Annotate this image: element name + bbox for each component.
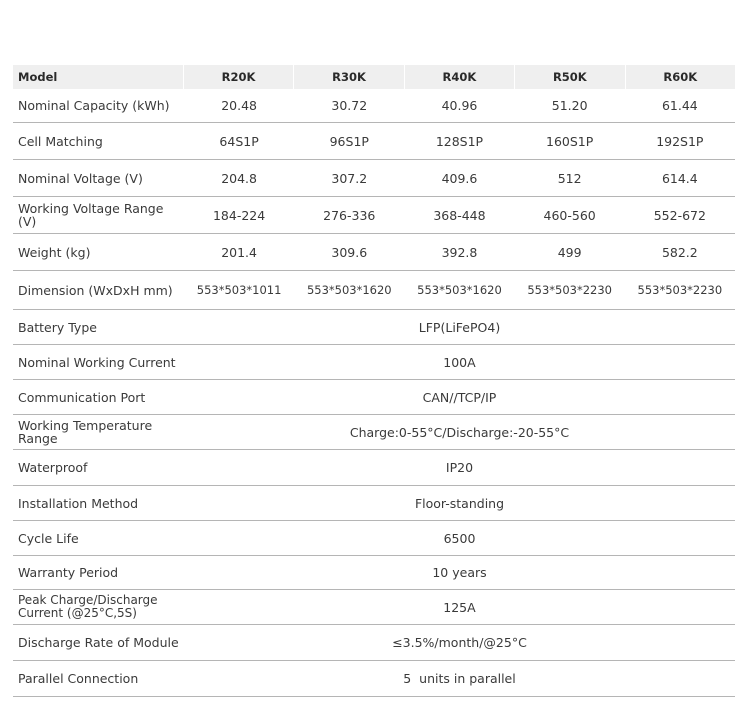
row-nominal-voltage [13, 160, 735, 197]
cell-value: 553*503*2230 [637, 283, 723, 297]
cell-value: 499 [557, 244, 582, 260]
row-nominal-working-current [13, 345, 735, 380]
cell-value: 61.44 [661, 98, 698, 113]
header-r20k: R20K [183, 65, 293, 89]
cell-value: 5 units in parallel [403, 671, 516, 686]
row-label-line2: Current (@25°C,5S) [18, 606, 137, 620]
row-cell-matching [13, 123, 735, 160]
cell-value: Floor-standing [414, 495, 505, 511]
cell-value: Charge:0-55°C/Discharge:-20-55°C [349, 424, 570, 440]
cell-value: 309.6 [331, 244, 368, 260]
cell-value: 553*503*1620 [306, 283, 392, 297]
row-label: Cycle Life [18, 530, 79, 546]
cell-value: 51.20 [551, 98, 588, 113]
cell-value: 64S1P [219, 133, 259, 149]
cell-value: 368-448 [433, 207, 486, 223]
cell-value: 614.4 [661, 170, 698, 186]
header-r60k: R60K [625, 65, 735, 89]
cell-value: 201.4 [221, 244, 257, 260]
table-header-row [13, 65, 735, 89]
row-parallel-connection [13, 661, 735, 697]
row-label: Cell Matching [18, 133, 103, 149]
cell-value: LFP(LiFePO4) [418, 319, 501, 335]
cell-value: 553*503*1011 [196, 283, 282, 297]
spec-table [13, 65, 735, 697]
cell-value: 552-672 [653, 207, 706, 223]
row-label: Installation Method [18, 495, 139, 511]
cell-value: 553*503*2230 [527, 283, 612, 297]
row-label: Nominal Working Current [18, 354, 176, 370]
cell-value: 30.72 [331, 98, 368, 113]
row-dimension [13, 271, 735, 310]
row-installation-method [13, 486, 735, 521]
cell-value: 96S1P [329, 133, 369, 149]
row-label: Weight (kg) [18, 244, 91, 260]
row-label: Working Temperature Range [18, 418, 153, 446]
cell-value: 40.96 [441, 98, 478, 113]
row-label [13, 590, 184, 624]
row-label: Warranty Period [18, 565, 119, 580]
cell-value: 160S1P [546, 133, 594, 149]
cell-value: 20.48 [221, 98, 257, 113]
cell-value: 307.2 [331, 170, 368, 186]
row-label: Nominal Voltage (V) [18, 170, 143, 186]
header-r30k: R30K [293, 65, 403, 89]
cell-value: 553*503*1620 [417, 283, 502, 297]
cell-value: IP20 [445, 460, 474, 475]
row-warranty-period [13, 556, 735, 590]
cell-value: 512 [557, 170, 582, 186]
row-nominal-capacity [13, 89, 735, 123]
cell-value: 409.6 [441, 170, 478, 186]
cell-value: CAN//TCP/IP [422, 389, 497, 405]
row-weight [13, 234, 735, 271]
cell-value: 392.8 [441, 244, 478, 260]
cell-value: 582.2 [661, 244, 698, 260]
cell-value: 276-336 [323, 207, 376, 223]
cell-value: 6500 [443, 530, 476, 546]
cell-value: ≤3.5%/month/@25°C [392, 635, 527, 650]
cell-value: 10 years [432, 565, 487, 580]
row-working-temperature-range [13, 415, 735, 450]
row-working-voltage-range [13, 197, 735, 234]
row-peak-charge-discharge-current [13, 590, 735, 625]
row-discharge-rate [13, 625, 735, 661]
cell-value: 192S1P [656, 133, 704, 149]
cell-value: 125A [443, 599, 476, 615]
row-waterproof [13, 450, 735, 486]
header-r40k: R40K [404, 65, 514, 89]
row-label: Battery Type [18, 319, 97, 335]
row-label: Nominal Capacity (kWh) [18, 98, 170, 113]
row-label: Parallel Connection [18, 671, 139, 686]
row-label: Working Voltage Range (V) [18, 201, 164, 229]
cell-value: 204.8 [221, 170, 257, 186]
row-battery-type [13, 310, 735, 345]
row-communication-port [13, 380, 735, 415]
row-label: Discharge Rate of Module [18, 635, 179, 650]
row-label: Waterproof [18, 460, 88, 475]
row-cycle-life [13, 521, 735, 556]
cell-value: 128S1P [435, 133, 484, 149]
cell-value: 460-560 [543, 207, 596, 223]
row-label: Communication Port [18, 389, 146, 405]
cell-value: 184-224 [212, 207, 266, 223]
row-label: Dimension (WxDxH mm) [18, 282, 173, 298]
cell-value: 100A [443, 354, 476, 370]
header-r50k: R50K [514, 65, 624, 89]
header-model: Model [18, 69, 58, 84]
row-label-line1: Peak Charge/Discharge [18, 593, 158, 607]
